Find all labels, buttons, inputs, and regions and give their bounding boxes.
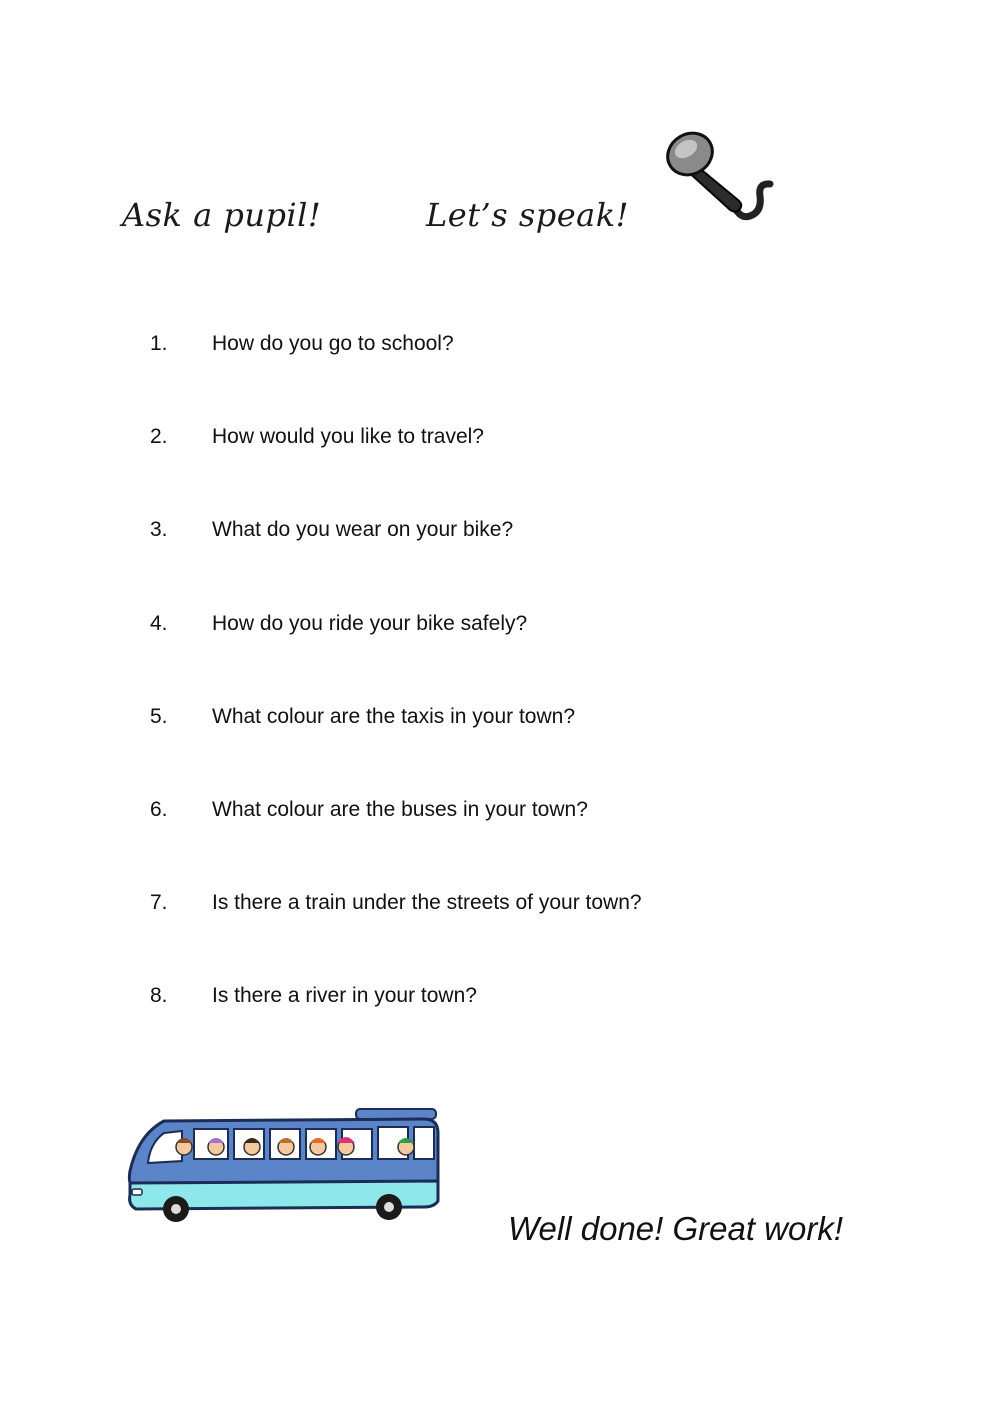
question-number: 6. — [150, 797, 168, 821]
question-text: Is there a river in your town? — [212, 984, 477, 1008]
question-text: What colour are the buses in your town? — [212, 797, 588, 821]
question-number: 4. — [150, 611, 168, 635]
question-number: 5. — [150, 704, 168, 728]
question-text: What do you wear on your bike? — [212, 518, 514, 542]
footer-praise-text: Well done! Great work! — [508, 1210, 844, 1247]
question-text: Is there a train under the streets of your town? — [212, 891, 642, 915]
question-number: 3. — [150, 518, 168, 542]
question-text: How do you go to school? — [212, 332, 454, 355]
question-text: How do you ride your bike safely? — [212, 611, 528, 635]
page-title-ask-a-pupil: Ask a pupil! — [122, 196, 322, 234]
microphone-icon — [660, 128, 785, 228]
question-number: 7. — [150, 891, 168, 915]
page-title-lets-speak: Let’s speak! — [426, 196, 629, 234]
question-number: 8. — [150, 984, 168, 1008]
question-number: 2. — [150, 425, 168, 449]
question-text: How would you like to travel? — [212, 425, 484, 449]
question-number: 1. — [150, 332, 168, 355]
bus-illustration — [124, 1105, 446, 1225]
question-text: What colour are the taxis in your town? — [212, 704, 576, 728]
